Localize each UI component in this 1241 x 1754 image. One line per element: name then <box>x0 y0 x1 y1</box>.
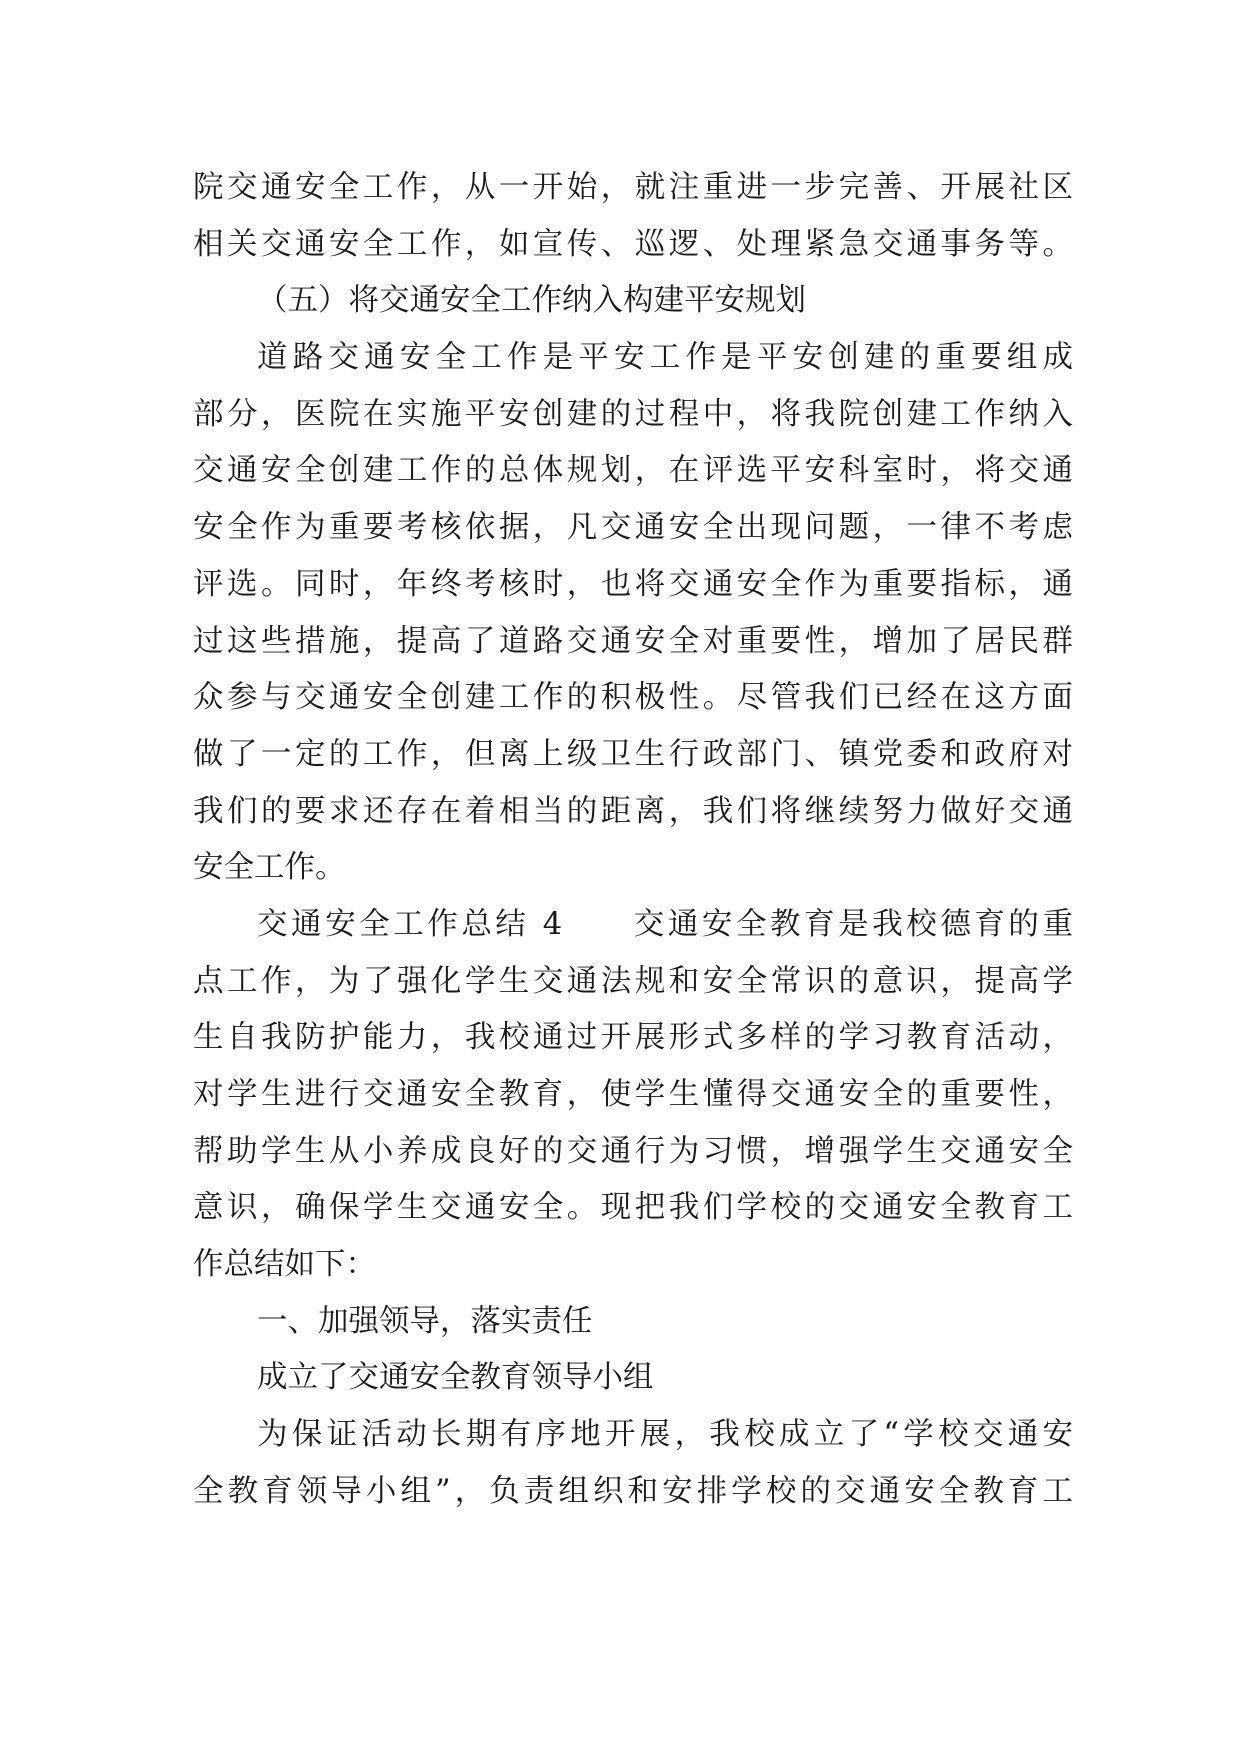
text-line: 交通安全工作总结 4 交通安全教育是我校德育的重 <box>257 906 1073 942</box>
text-line: 做了一定的工作，但离上级卫生行政部门、镇党委和政府对 <box>193 736 1073 772</box>
document-body <box>193 160 1073 1521</box>
text-line: 一、加强领导，落实责任 <box>257 1303 593 1339</box>
text-line: 众参与交通安全创建工作的积极性。尽管我们已经在这方面 <box>193 680 1073 716</box>
text-line: 安全作为重要考核依据，凡交通安全出现问题，一律不考虑 <box>193 510 1073 546</box>
text-line: 全教育领导小组”，负责组织和安排学校的交通安全教育工 <box>193 1473 1073 1509</box>
text-line: 院交通安全工作，从一开始，就注重进一步完善、开展社区 <box>193 170 1073 205</box>
text-line: 我们的要求还存在着相当的距离，我们将继续努力做好交通 <box>193 793 1073 829</box>
text-line: 帮助学生从小养成良好的交通行为习惯，增强学生交通安全 <box>193 1133 1073 1169</box>
text-line: 交通安全创建工作的总体规划，在评选平安科室时，将交通 <box>193 453 1073 489</box>
text-line: 评选。同时，年终考核时，也将交通安全作为重要指标，通 <box>193 566 1073 602</box>
text-line: 安全工作。 <box>193 850 346 886</box>
text-line: （五）将交通安全工作纳入构建平安规划 <box>257 283 806 319</box>
text-line: 对学生进行交通安全教育，使学生懂得交通安全的重要性， <box>193 1077 1073 1112</box>
text-line: 过这些措施，提高了道路交通安全对重要性，增加了居民群 <box>193 623 1073 659</box>
text-line: 点工作，为了强化学生交通法规和安全常识的意识，提高学 <box>193 963 1073 999</box>
text-line: 为保证活动长期有序地开展，我校成立了“学校交通安 <box>257 1417 1073 1453</box>
text-line: 部分，医院在实施平安创建的过程中，将我院创建工作纳入 <box>193 396 1073 432</box>
text-line: 生自我防护能力，我校通过开展形式多样的学习教育活动， <box>193 1020 1073 1056</box>
text-line: 作总结如下： <box>193 1247 376 1283</box>
text-line: 相关交通安全工作，如宣传、巡逻、处理紧急交通事务等。 <box>193 226 1073 262</box>
text-line: 成立了交通安全教育领导小组 <box>257 1360 654 1396</box>
text-line: 意识，确保学生交通安全。现把我们学校的交通安全教育工 <box>193 1190 1073 1226</box>
text-line: 道路交通安全工作是平安工作是平安创建的重要组成 <box>257 340 1073 376</box>
